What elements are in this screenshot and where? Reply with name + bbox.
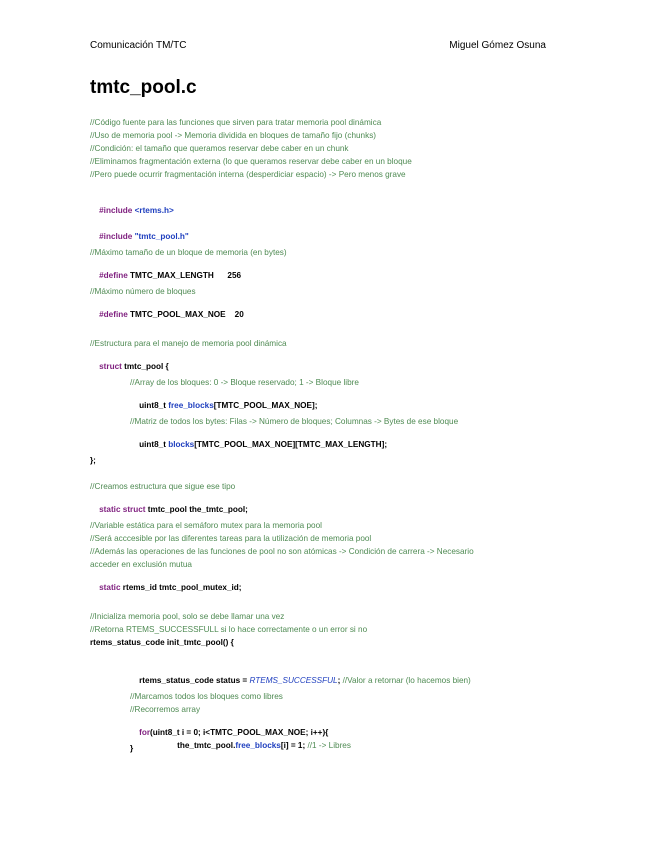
comment-line: //Además las operaciones de las funciones de pool no son atómicas -> Condición de carrera -> Necesario [90, 547, 474, 556]
string-literal: <rtems.h> [134, 206, 174, 215]
statement-line [168, 731, 351, 761]
comment-line: //Creamos estructura que sigue ese tipo [90, 482, 236, 491]
code-text: [TMTC_POOL_MAX_NOE][TMTC_MAX_LENGTH]; [194, 440, 388, 449]
comment-line: //Recorremos array [130, 705, 201, 714]
comment-line: //Máximo tamaño de un bloque de memoria (en bytes) [90, 248, 287, 257]
comment-line: //Será acccesible por las diferentes tareas para la utilización de memoria pool [90, 534, 372, 543]
comment-line: acceder en exclusión mutua [90, 560, 192, 569]
comment-line: //Variable estática para el semáforo mutex para la memoria pool [90, 521, 322, 530]
field-name: blocks [168, 440, 195, 449]
comment-line: //Eliminamos fragmentación externa (lo que queramos reservar debe caber en un bloque [90, 157, 412, 166]
comment-line: //Marcamos todos los bloques como libres [130, 692, 283, 701]
comment-line: //Array de los bloques: 0 -> Bloque reservado; 1 -> Bloque libre [130, 378, 359, 387]
keyword: static struct [99, 505, 146, 514]
comment-line: //Retorna RTEMS_SUCCESSFULL si lo hace correctamente o un error si no [90, 625, 368, 634]
code-text: tmtc_pool the_tmtc_pool; [145, 505, 248, 514]
comment-line: //Código fuente para las funciones que sirven para tratar memoria pool dinámica [90, 118, 382, 127]
comment-line: //Uso de memoria pool -> Memoria dividida en bloques de tamaño fijo (chunks) [90, 131, 377, 140]
code-text: tmtc_pool { [121, 362, 169, 371]
code-text: uint8_t [139, 401, 169, 410]
code-text: TMTC_POOL_MAX_NOE 20 [127, 310, 244, 319]
header-left: Comunicación TM/TC [90, 40, 187, 51]
comment-line: //Inicializa memoria pool, solo se debe llamar una vez [90, 612, 285, 621]
keyword: #define [99, 310, 128, 319]
field-name: free_blocks [235, 741, 281, 750]
comment-line: //Pero puede ocurrir fragmentación interna (desperdiciar espacio) -> Pero menos grave [90, 170, 406, 179]
define-line [90, 300, 244, 330]
code-text: rtems_status_code status = [139, 676, 250, 685]
keyword: struct [99, 362, 122, 371]
keyword: #include [99, 206, 133, 215]
declaration-line [90, 573, 242, 603]
string-literal: "tmtc_pool.h" [134, 232, 189, 241]
field-name: free_blocks [168, 401, 214, 410]
code-text: [TMTC_POOL_MAX_NOE]; [213, 401, 318, 410]
field-line [130, 430, 387, 460]
code-text: uint8_t [139, 440, 169, 449]
inline-comment: //Valor a retornar (lo hacemos bien) [342, 676, 471, 685]
constant: RTEMS_SUCCESSFUL [249, 676, 338, 685]
code-text: }; [90, 456, 96, 465]
keyword: #define [99, 271, 128, 280]
comment-line: //Matriz de todos los bytes: Filas -> Número de bloques; Columnas -> Bytes de ese bloque [130, 417, 459, 426]
inline-comment: //1 -> Libres [307, 741, 351, 750]
code-text: } [130, 744, 134, 753]
code-text: rtems_id tmtc_pool_mutex_id; [120, 583, 242, 592]
code-text: [i] = 1; [280, 741, 308, 750]
header-right: Miguel Gómez Osuna [449, 40, 546, 51]
comment-line: //Máximo número de bloques [90, 287, 196, 296]
code-text: TMTC_MAX_LENGTH 256 [127, 271, 242, 280]
code-text: the_tmtc_pool. [177, 741, 236, 750]
keyword: for [139, 728, 151, 737]
keyword: static [99, 583, 121, 592]
comment-line: //Condición: el tamaño que queramos reservar debe caber en un chunk [90, 144, 349, 153]
keyword: #include [99, 232, 133, 241]
code-text: (uint8_t i = 0; i<TMTC_POOL_MAX_NOE; i++){ [150, 728, 329, 737]
page-title: tmtc_pool.c [90, 77, 197, 98]
code-text: ; [337, 676, 343, 685]
function-signature: rtems_status_code init_tmtc_pool() { [90, 638, 234, 647]
comment-line: //Estructura para el manejo de memoria pool dinámica [90, 339, 287, 348]
